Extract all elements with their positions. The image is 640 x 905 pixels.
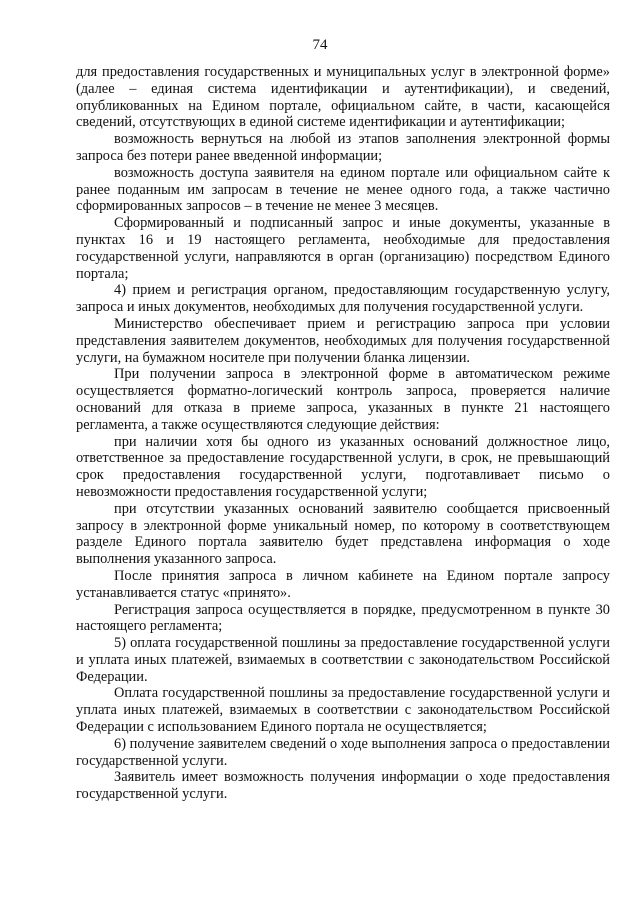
- paragraph-11: Регистрация запроса осуществляется в порядке, предусмотренном в пункте 30 настоящего регламента;: [76, 601, 610, 635]
- paragraph-8: при наличии хотя бы одного из указанных оснований должностное лицо, ответственное за предоставление государственной услуги, в срок, не превышающий срок предоставления государственной услуги, подготавливает письмо о невозможности предоставления государственной услуги;: [76, 433, 610, 500]
- paragraph-10: После принятия запроса в личном кабинете на Едином портале запросу устанавливается статус «принято».: [76, 567, 610, 601]
- paragraph-14: 6) получение заявителем сведений о ходе выполнения запроса о предоставлении государственной услуги.: [76, 735, 610, 769]
- paragraph-4: Сформированный и подписанный запрос и иные документы, указанные в пунктах 16 и 19 настоящего регламента, необходимые для предоставления государственной услуги, направляются в орган (организацию) посредством Единого портала;: [76, 215, 610, 282]
- paragraph-13: Оплата государственной пошлины за предоставление государственной услуги и уплата иных платежей, взимаемых в соответствии с законодательством Российской Федерации с использованием Единого портала не осуществляется;: [76, 685, 610, 736]
- paragraph-7: При получении запроса в электронной форме в автоматическом режиме осуществляется форматно-логический контроль запроса, проверяется наличие оснований для отказа в приеме запроса, указанных в пункте 21 настоящего регламента, а также осуществляются следующие действия:: [76, 366, 610, 433]
- paragraph-1: для предоставления государственных и муниципальных услуг в электронной форме» (далее – единая система идентификации и аутентификации), и сведений, опубликованных на Едином портале, официальном сайте, в части, касающейся сведений, отсутствующих в единой системе идентификации и аутентификации;: [76, 64, 610, 131]
- paragraph-9: при отсутствии указанных оснований заявителю сообщается присвоенный запросу в электронной форме уникальный номер, по которому в соответствующем разделе Единого портала заявителю будет представлена информация о ходе выполнения указанного запроса.: [76, 500, 610, 568]
- paragraph-6: Министерство обеспечивает прием и регистрацию запроса при условии представления заявителем документов, необходимых для получения государственной услуги, на бумажном носителе при получении бланка лицензии.: [76, 315, 610, 366]
- page-number: 74: [312, 37, 328, 53]
- body-text: [76, 64, 610, 803]
- paragraph-5: 4) прием и регистрация органом, предоставляющим государственную услугу, запроса и иных документов, необходимых для получения государственной услуги.: [76, 282, 610, 316]
- paragraph-2: возможность вернуться на любой из этапов заполнения электронной формы запроса без потери ранее введенной информации;: [76, 131, 610, 164]
- paragraph-3: возможность доступа заявителя на едином портале или официальном сайте к ранее поданным им запросам в течение не менее одного года, а также частично сформированных запросов – в течение не менее 3 месяцев.: [76, 164, 610, 215]
- paragraph-15: Заявитель имеет возможность получения информации о ходе предоставления государственной услуги.: [76, 769, 610, 803]
- paragraph-12: 5) оплата государственной пошлины за предоставление государственной услуги и уплата иных платежей, взимаемых в соответствии с законодательством Российской Федерации.: [76, 635, 610, 685]
